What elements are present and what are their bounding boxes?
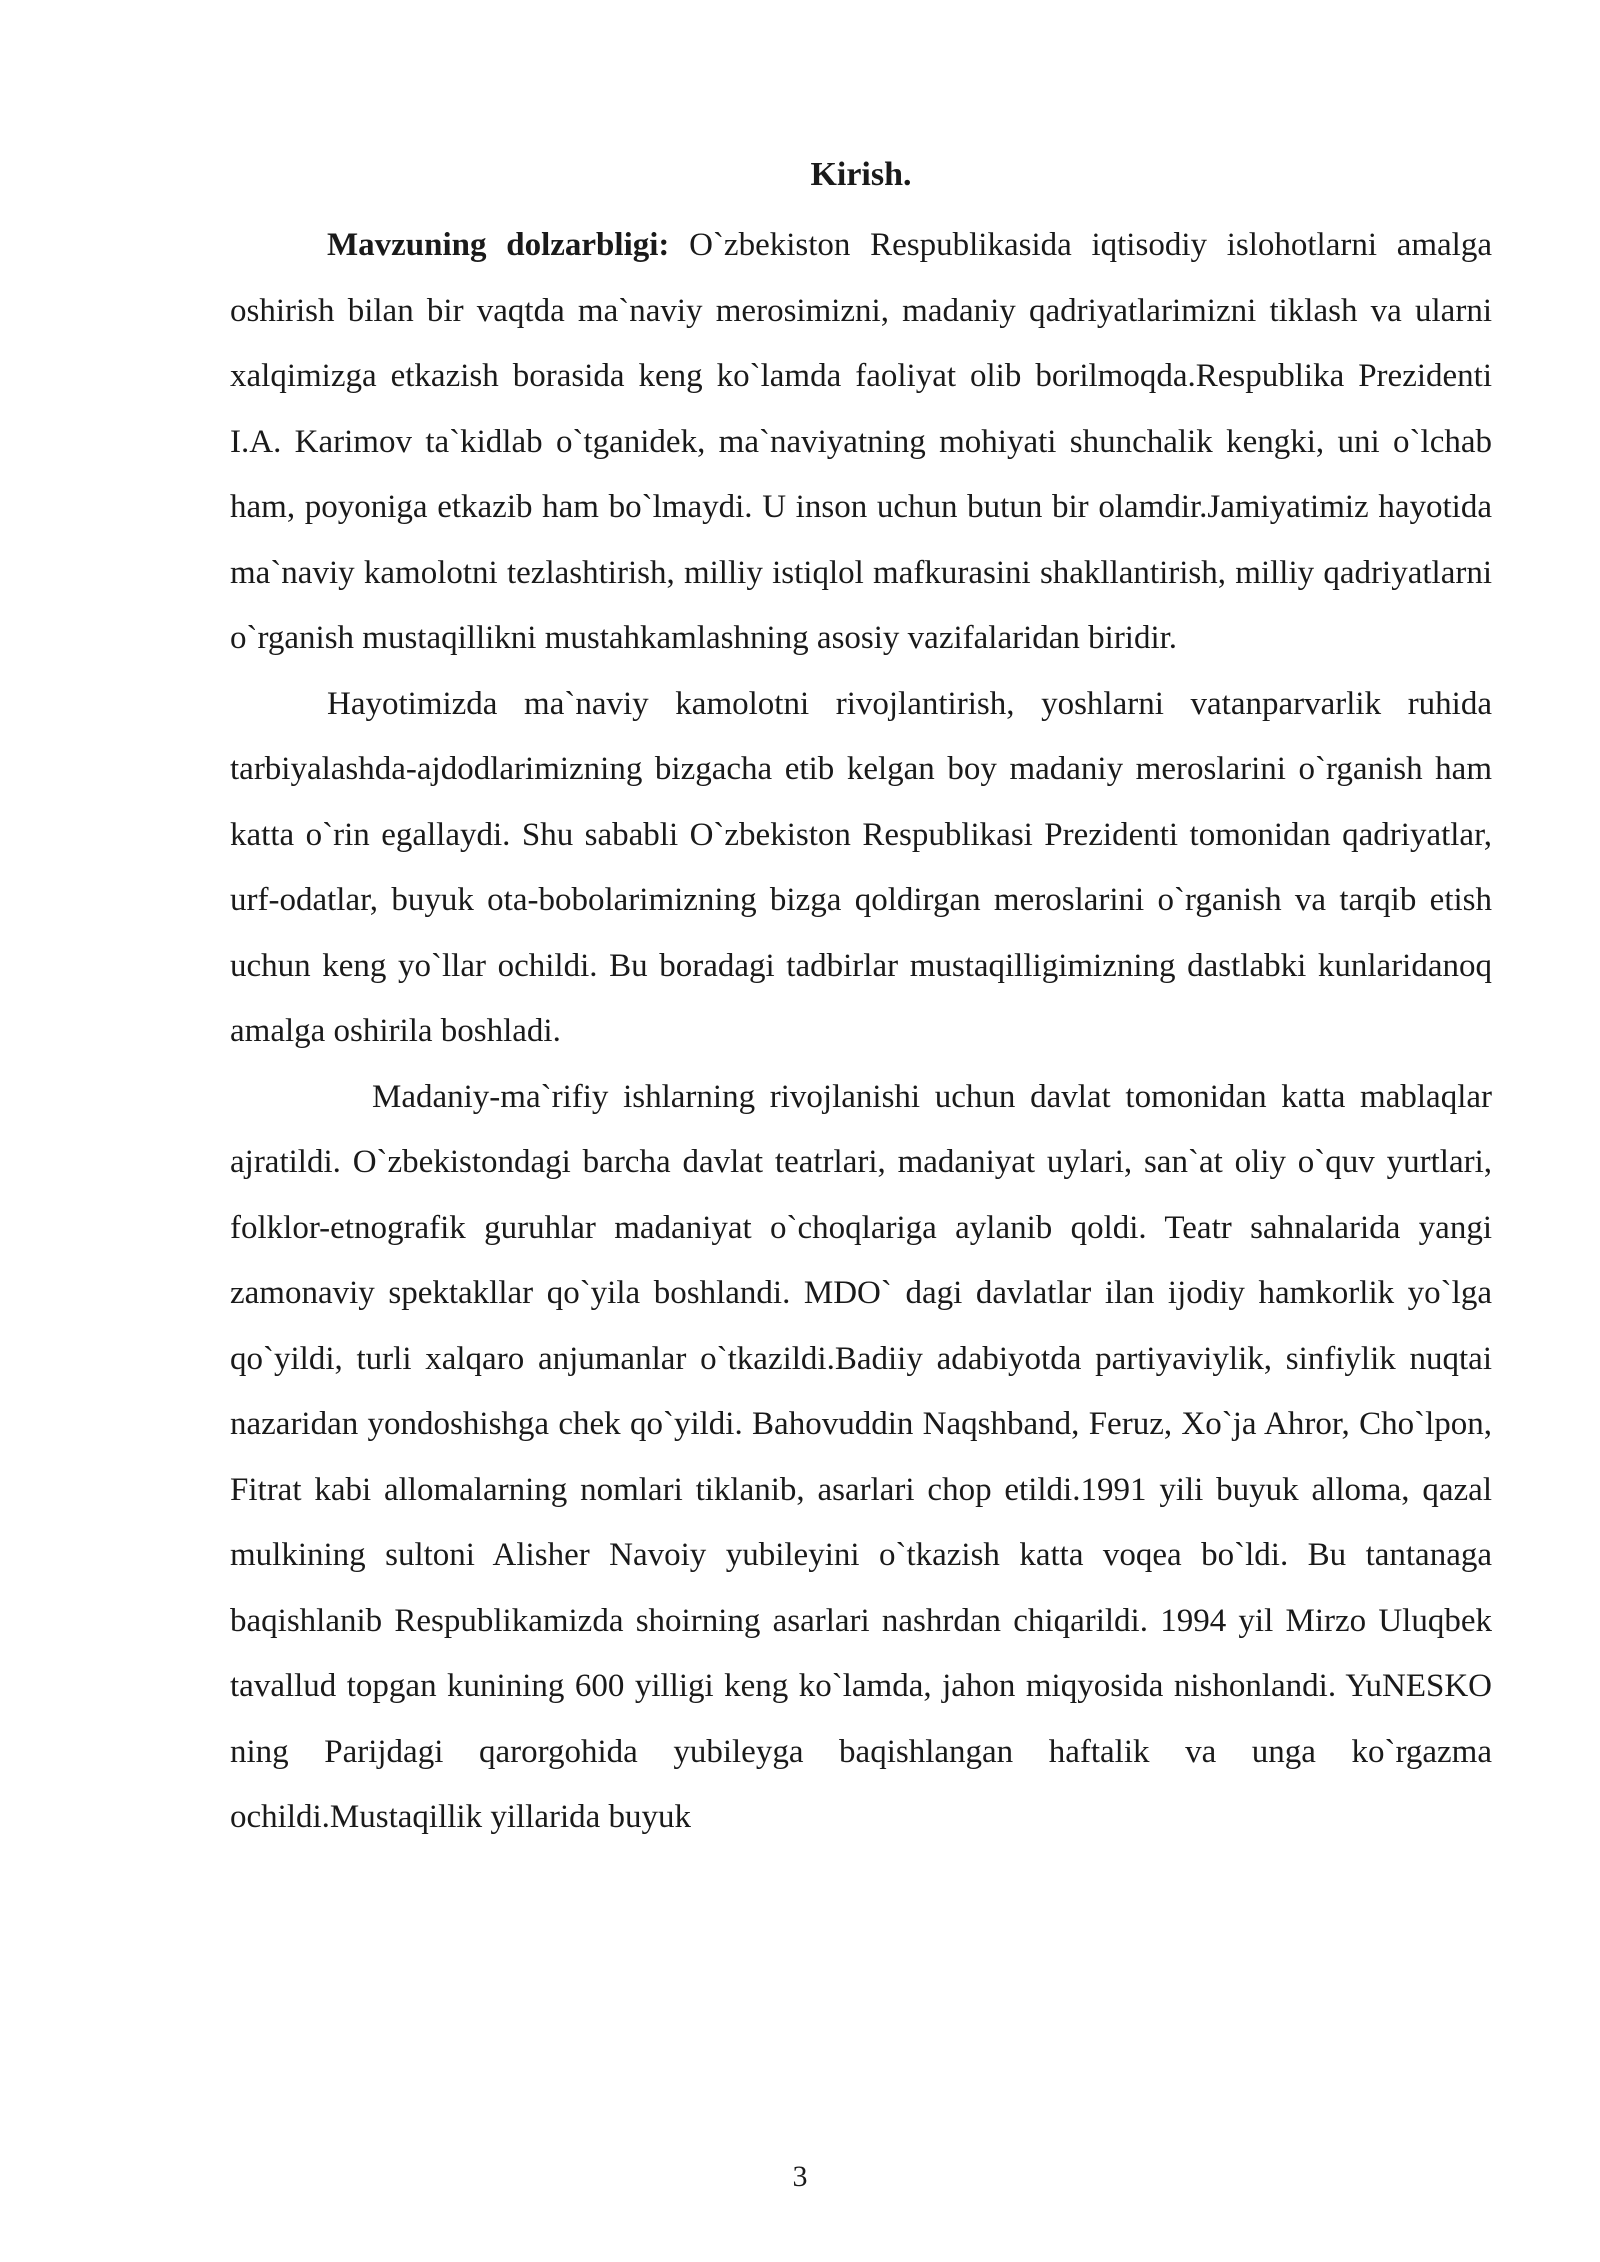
paragraph-lead: Mavzuning dolzarbligi: <box>327 227 670 263</box>
paragraph-spiritual-heritage <box>230 672 1492 1065</box>
paragraph-text: Hayotimizda ma`naviy kamolotni rivojlantirish, yoshlarni vatanparvarlik ruhida tarbiyalashda-ajdodlarimizning bizgacha etib kelgan boy madaniy meroslarini o`rganish ham katta o`rin egallaydi. Shu sababli O`zbekiston Respublikasi Prezidenti tomonidan qadriyatlar, urf-odatlar, buyuk ota-bobolarimizning bizga qoldirgan meroslarini o`rganish va tarqib etish uchun keng yo`llar ochildi. Bu boradagi tadbirlar mustaqilligimizning dastlabki kunlaridanoq amalga oshirila boshladi. <box>230 685 1492 1049</box>
paragraph-relevance <box>230 213 1492 672</box>
paragraph-text: Madaniy-ma`rifiy ishlarning rivojlanishi uchun davlat tomonidan katta mablaqlar ajratildi. O`zbekistondagi barcha davlat teatrlari, madaniyat uylari, san`at oliy o`quv yurtlari, folklor-etnografik guruhlar madaniyat o`choqlariga aylanib qoldi. Teatr sahnalarida yangi zamonaviy spektakllar qo`yila boshlandi. MDO` dagi davlatlar ilan ijodiy hamkorlik yo`lga qo`yildi, turli xalqaro anjumanlar o`tkazildi.Badiiy adabiyotda partiyaviylik, sinfiylik nuqtai nazaridan yondoshishga chek qo`yildi. Bahovuddin Naqshband, Feruz, Xo`ja Ahror, Cho`lpon, Fitrat kabi allomalarning nomlari tiklanib, asarlari chop etildi.1991 yili buyuk alloma, qazal mulkining sultoni Alisher Navoiy yubileyini o`tkazish katta voqea bo`ldi. Bu tantanaga baqishlanib Respublikamizda shoirning asarlari nashrdan chiqarildi. 1994 yil Mirzo Uluqbek tavallud topgan kunining 600 yilligi keng ko`lamda, jahon miqyosida nishonlandi. YuNESKO ning Parijdagi qarorgohida yubileyga baqishlangan haftalik va unga ko`rgazma ochildi.Mustaqillik yillarida buyuk <box>230 1078 1492 1835</box>
section-heading: Kirish. <box>810 156 912 193</box>
paragraph-cultural-works <box>230 1065 1492 1851</box>
page-number: 3 <box>792 2160 808 2193</box>
document-page <box>230 148 1492 1851</box>
paragraph-text: O`zbekiston Respublikasida iqtisodiy islohotlarni amalga oshirish bilan bir vaqtda ma`naviy merosimizni, madaniy qadriyatlarimizni tiklash va ularni xalqimizga etkazish borasida keng ko`lamda faoliyat olib borilmoqda.Respublika Prezidenti I.A. Karimov ta`kidlab o`tganidek, ma`naviyatning mohiyati shunchalik kengki, uni o`lchab ham, poyoniga etkazib ham bo`lmaydi. U inson uchun butun bir olamdir.Jamiyatimiz hayotida ma`naviy kamolotni tezlashtirish, milliy istiqlol mafkurasini shakllantirish, milliy qadriyatlarni o`rganish mustaqillikni mustahkamlashning asosiy vazifalaridan biridir. <box>230 227 1492 656</box>
